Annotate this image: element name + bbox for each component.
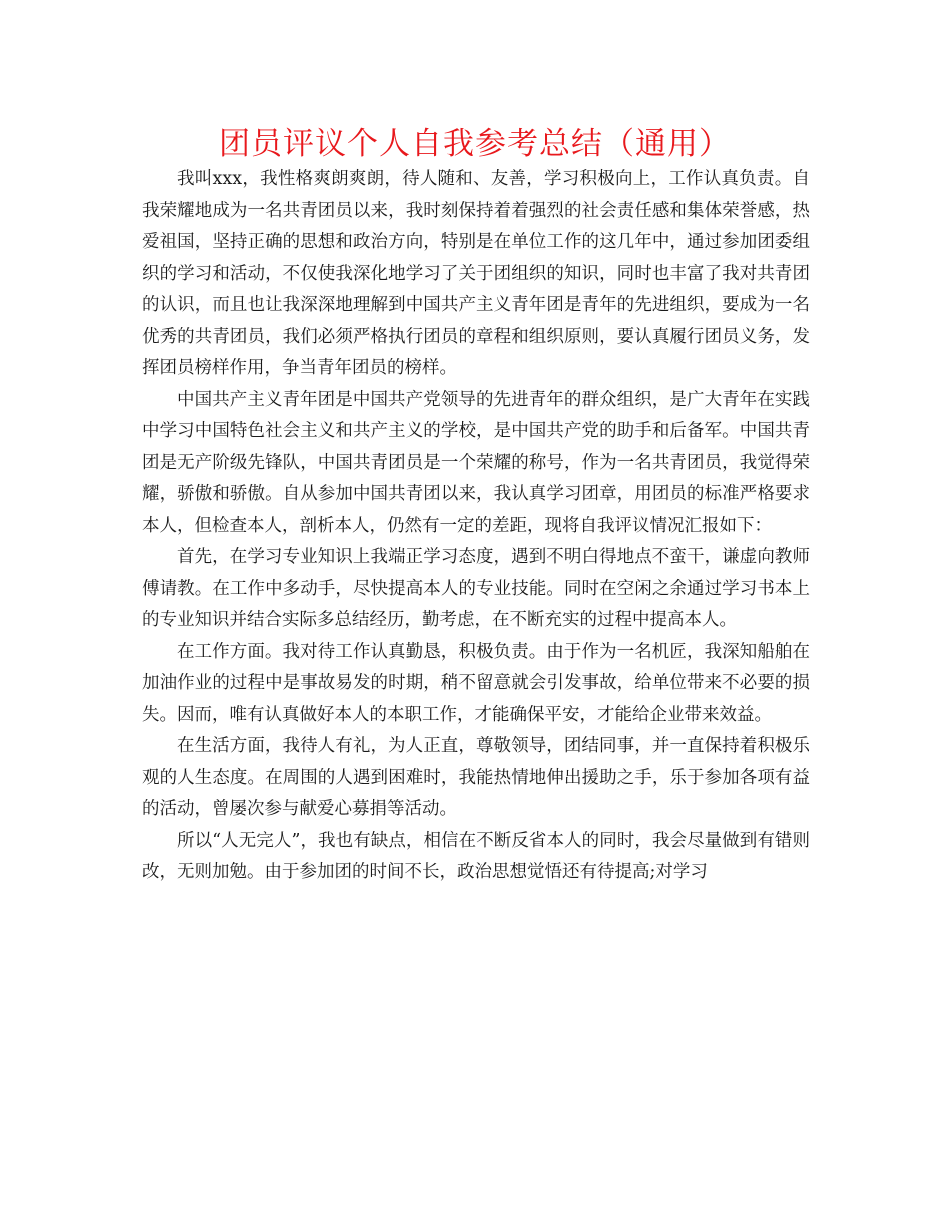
paragraph-5: 在生活方面，我待人有礼，为人正直，尊敬领导，团结同事，并一直保持着积极乐观的人生态度。在周围的人遇到困难时，我能热情地伸出援助之手，乐于参加各项有益的活动，曾屡次参与献爱心募捐等活动。 bbox=[142, 736, 810, 819]
paragraph-2: 中国共产主义青年团是中国共产党领导的先进青年的群众组织，是广大青年在实践中学习中国特色社会主义和共产主义的学校，是中国共产党的助手和后备军。中国共青团是无产阶级先锋队，中国共青团员是一个荣耀的称号，作为一名共青团员，我觉得荣耀，骄傲和骄傲。自从参加中国共青团以来，我认真学习团章，用团员的标准严格要求本人，但检查本人，剖析本人，仍然有一定的差距，现将自我评议情况汇报如下： bbox=[142, 389, 810, 536]
paragraph-4: 在工作方面。我对待工作认真勤恳，积极负责。由于作为一名机匠，我深知船舶在加油作业的过程中是事故易发的时期，稍不留意就会引发事故，给单位带来不必要的损失。因而，唯有认真做好本人的本职工作，才能确保平安，才能给企业带来效益。 bbox=[142, 641, 810, 725]
paragraph-6: 所以“人无完人”，我也有缺点，相信在不断反省本人的同时，我会尽量做到有错则改，无则加勉。由于参加团的时间不长，政治思想觉悟还有待提高;对学习 bbox=[142, 830, 810, 882]
paragraph-1: 我叫xxx，我性格爽朗爽朗，待人随和、友善，学习积极向上，工作认真负责。自我荣耀地成为一名共青团员以来，我时刻保持着着强烈的社会责任感和集体荣誉感，热爱祖国，坚持正确的思想和政治方向，特别是在单位工作的这几年中，通过参加团委组织的学习和活动，不仅使我深化地学习了关于团组织的知识，同时也丰富了我对共青团的认识，而且也让我深深地理解到中国共产主义青年团是青年的先进组织，要成为一名优秀的共青团员，我们必须严格执行团员的章程和组织原则，要认真履行团员义务，发挥团员榜样作用，争当青年团员的榜样。 bbox=[142, 169, 810, 378]
document-body bbox=[142, 164, 810, 889]
document-title: 团员评议个人自我参考总结（通用） bbox=[219, 126, 731, 162]
paragraph-3: 首先，在学习专业知识上我端正学习态度，遇到不明白得地点不蛮干，谦虚向教师傅请教。在工作中多动手，尽快提高本人的专业技能。同时在空闲之余通过学习书本上的专业知识并结合实际多总结经历，勤考虑，在不断充实的过程中提高本人。 bbox=[142, 547, 810, 630]
